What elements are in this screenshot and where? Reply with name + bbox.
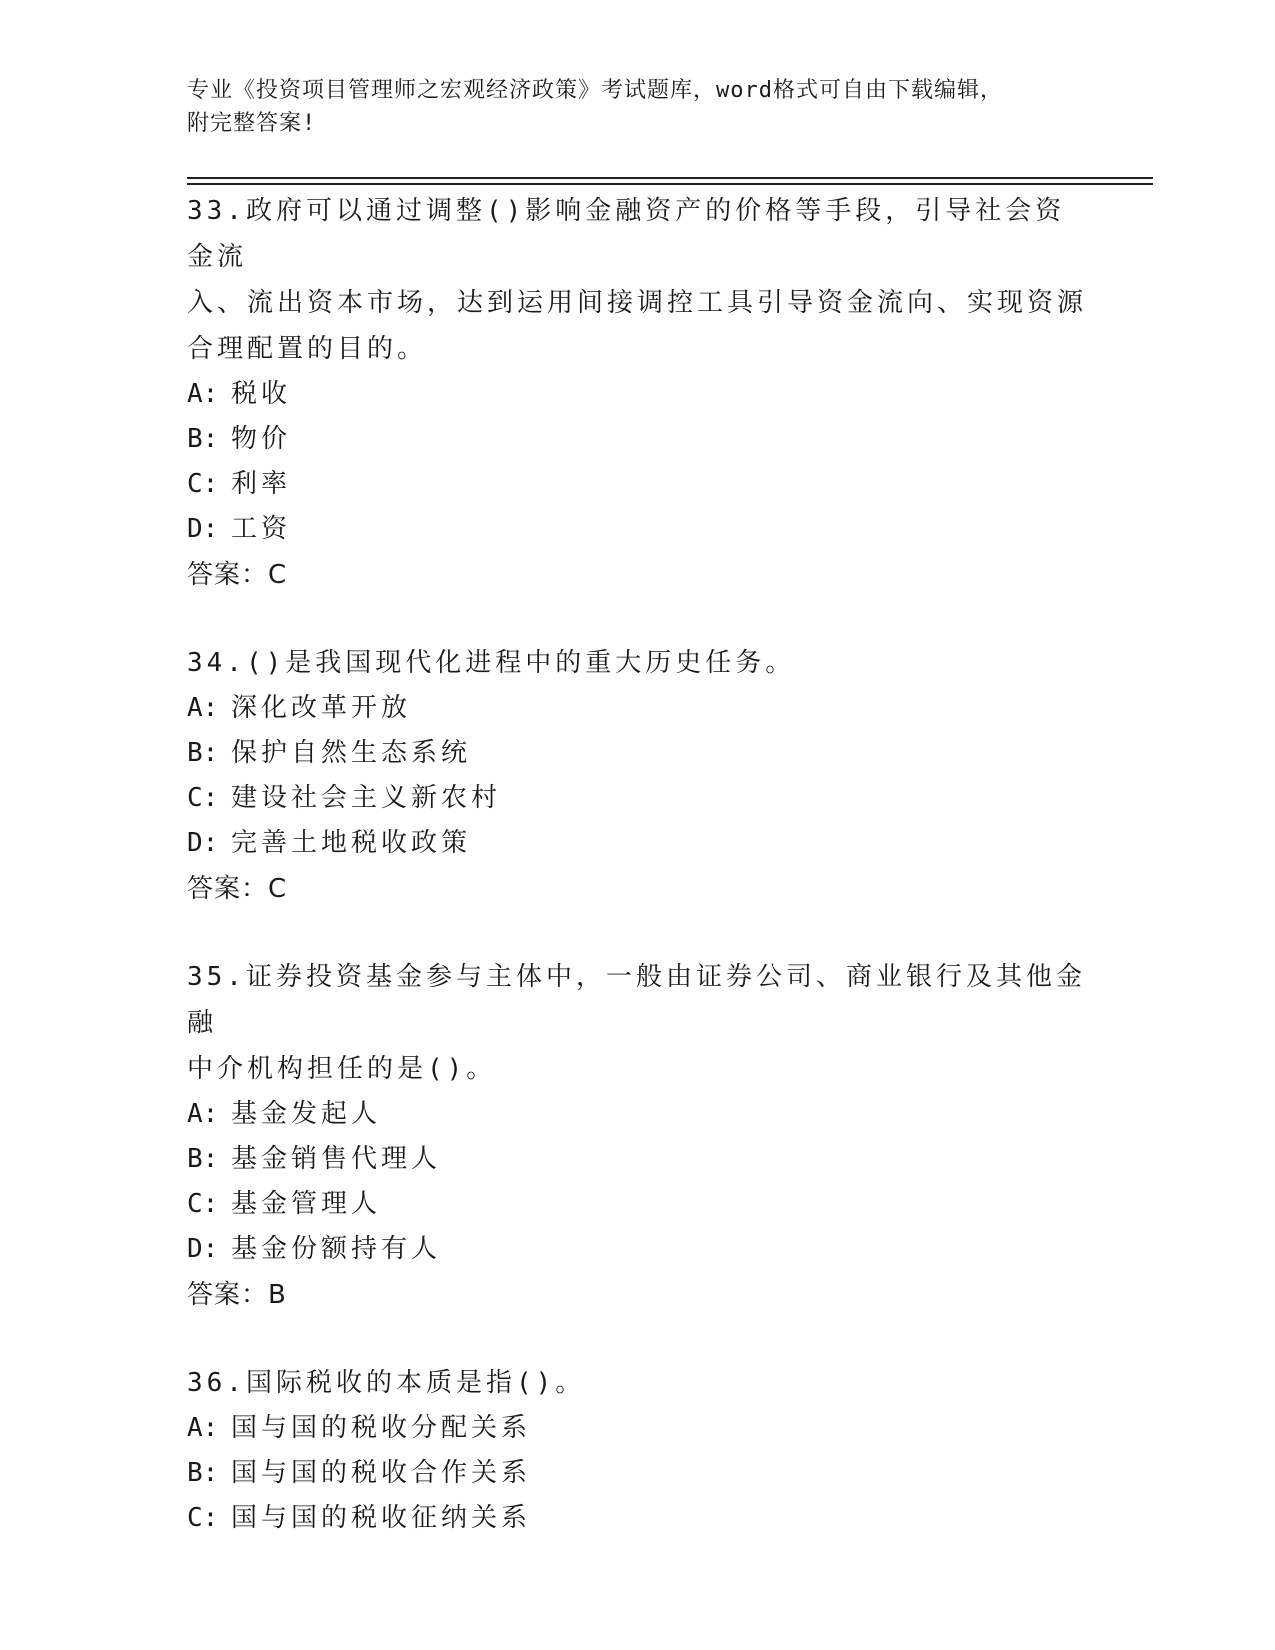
option-text: 基金发起人 [231,1099,382,1129]
option-text: 完善土地税收政策 [231,828,472,858]
option-letter: A: [187,1413,219,1443]
document-header [187,74,1087,140]
option-text: 利率 [231,469,292,499]
answer-option [187,462,1087,507]
answer-option [187,1227,1087,1272]
option-letter: B: [187,424,219,454]
option-text: 国与国的税收合作关系 [231,1458,532,1488]
answer-option [187,1406,1087,1451]
option-text: 国与国的税收征纳关系 [231,1503,532,1533]
header-divider-bottom [187,183,1153,185]
question-stem-line: 33.政府可以通过调整()影响金融资产的价格等手段，引导社会资金流 [187,196,1066,272]
answer-option [187,776,1087,821]
option-letter: A: [187,693,219,723]
answer-key: 答案：B [187,1280,287,1310]
option-letter: C: [187,1503,219,1533]
option-text: 基金份额持有人 [231,1234,442,1264]
answer-option [187,417,1087,462]
header-line-2: 附完整答案! [187,111,317,136]
answer-key: 答案：C [187,874,288,904]
question-block [187,640,1087,912]
option-text: 深化改革开放 [231,693,412,723]
header-divider-top [187,177,1153,179]
answer-option [187,731,1087,776]
answer-option [187,1451,1087,1496]
question-stem-line: 35.证券投资基金参与主体中，一般由证券公司、商业银行及其他金融 [187,962,1086,1038]
option-text: 国与国的税收分配关系 [231,1413,532,1443]
option-letter: D: [187,514,219,544]
question-stem-line: 合理配置的目的。 [187,334,428,364]
option-text: 物价 [231,424,292,454]
question-block [187,1360,1087,1541]
option-letter: C: [187,469,219,499]
answer-option [187,1137,1087,1182]
option-text: 税收 [231,379,292,409]
answer-option [187,686,1087,731]
option-text: 基金管理人 [231,1189,382,1219]
answer-option [187,1496,1087,1541]
option-letter: C: [187,783,219,813]
option-text: 保护自然生态系统 [231,738,472,768]
option-text: 基金销售代理人 [231,1144,442,1174]
question-stem-line: 中介机构担任的是()。 [187,1054,497,1084]
option-letter: D: [187,828,219,858]
option-letter: D: [187,1234,219,1264]
question-stem-line: 36.国际税收的本质是指()。 [187,1368,586,1398]
option-letter: B: [187,1144,219,1174]
question-list [187,188,1087,1583]
answer-option [187,1092,1087,1137]
option-letter: A: [187,1099,219,1129]
option-letter: B: [187,1458,219,1488]
header-line-1: 专业《投资项目管理师之宏观经济政策》考试题库，word格式可自由下载编辑， [187,78,1003,103]
option-text: 建设社会主义新农村 [231,783,502,813]
option-letter: A: [187,379,219,409]
question-block [187,188,1087,598]
answer-option [187,1182,1087,1227]
answer-key: 答案：C [187,560,288,590]
answer-option [187,507,1087,552]
option-text: 工资 [231,514,292,544]
question-block [187,954,1087,1318]
answer-option [187,821,1087,866]
option-letter: C: [187,1189,219,1219]
question-stem-line: 34.()是我国现代化进程中的重大历史任务。 [187,648,796,678]
answer-option [187,372,1087,417]
question-stem-line: 入、流出资本市场，达到运用间接调控工具引导资金流向、实现资源 [187,288,1088,318]
option-letter: B: [187,738,219,768]
